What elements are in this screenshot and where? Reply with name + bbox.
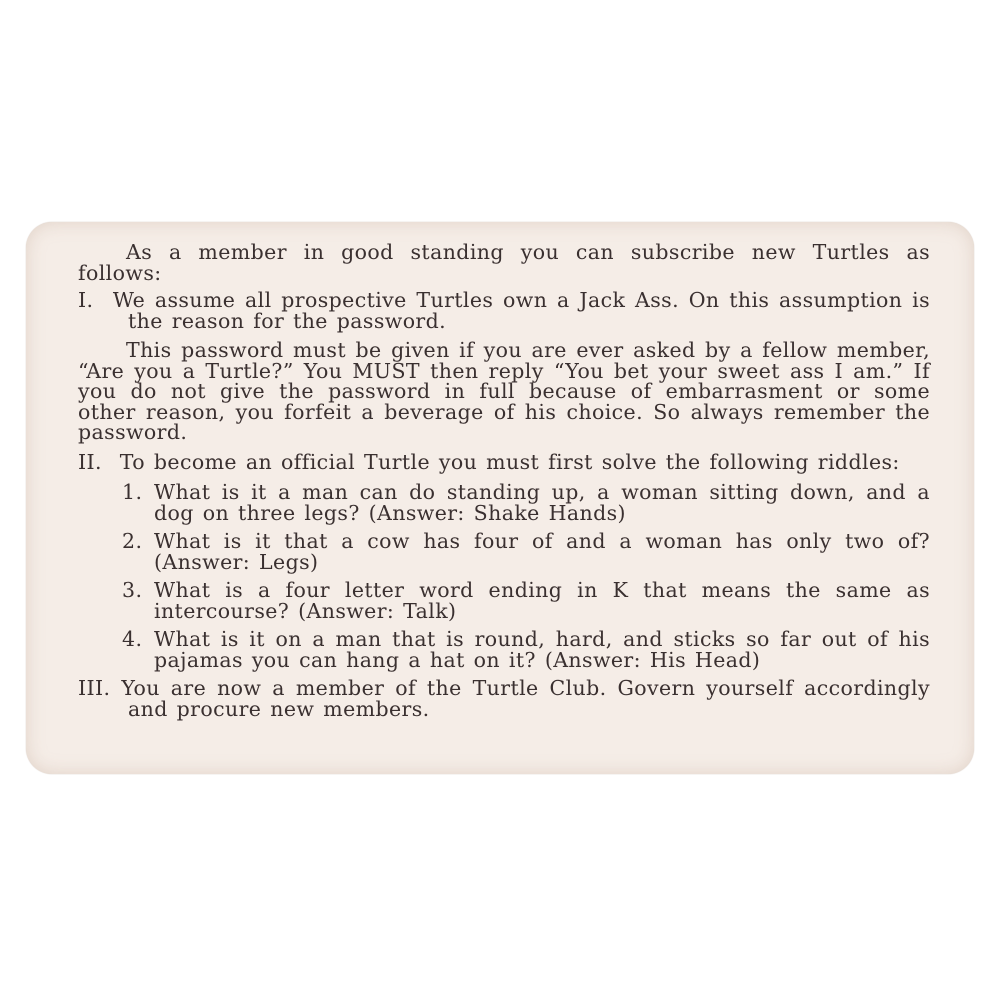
section-1-text: We assume all prospective Turtles own a Jack Ass. On this assumption is the reason for the password.	[112, 288, 930, 333]
riddle-text: What is a four letter word ending in K that means the same as intercourse? (Answer: Talk)	[154, 578, 930, 623]
section-2	[78, 449, 930, 474]
section-3	[78, 678, 930, 719]
list-item	[122, 531, 930, 572]
list-item	[122, 580, 930, 621]
riddle-number: 1.	[122, 480, 143, 504]
section-3-text: You are now a member of the Turtle Club. Govern yourself accordingly and procure new members.	[121, 676, 930, 721]
turtle-club-card	[26, 222, 974, 774]
section-2-text: To become an official Turtle you must first solve the following riddles:	[119, 449, 900, 474]
riddle-text: What is it on a man that is round, hard, and sticks so far out of his pajamas you can hang a hat on it? (Answer: His Head)	[154, 627, 930, 672]
section-1-numeral: I.	[78, 288, 94, 312]
section-1	[78, 290, 930, 331]
riddle-number: 4.	[122, 627, 143, 651]
section-2-numeral: II.	[78, 449, 102, 474]
riddle-number: 3.	[122, 578, 143, 602]
intro-paragraph: As a member in good standing you can subscribe new Turtles as follows:	[78, 240, 930, 285]
list-item	[122, 482, 930, 523]
list-item	[122, 629, 930, 670]
riddle-text: What is it a man can do standing up, a woman sitting down, and a dog on three legs? (Answer: Shake Hands)	[154, 480, 930, 525]
riddle-number: 2.	[122, 529, 143, 553]
riddle-text: What is it that a cow has four of and a woman has only two of? (Answer: Legs)	[154, 529, 930, 574]
section-3-numeral: III.	[78, 676, 111, 700]
password-paragraph: This password must be given if you are ever asked by a fellow member, “Are you a Turtle?” You MUST then reply “You bet your sweet ass I am.” If you do not give the password in full because of embarrasment or some other reason, you forfeit a beverage of his choice. So always remember the password.	[78, 338, 930, 444]
riddles-list	[78, 482, 930, 670]
